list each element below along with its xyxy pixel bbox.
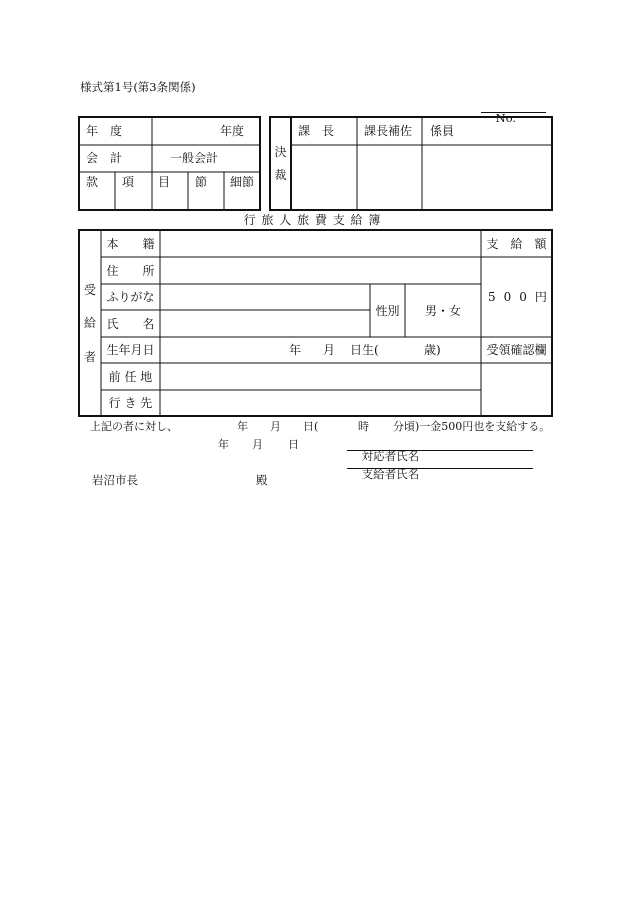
record-number-label: No.: [495, 110, 517, 125]
statement-rest: 分頃)一金500円也を支給する。: [393, 420, 551, 433]
birth-year-unit: 年: [289, 343, 302, 357]
statement-hour-unit: 時: [358, 420, 369, 433]
account-label: 会 計: [86, 151, 123, 165]
name-label: 氏 名: [106, 316, 155, 331]
honorific: 殿: [256, 473, 268, 487]
approval-label-char: 決: [274, 145, 287, 159]
recipient-side-label-char: 者: [83, 350, 96, 364]
statement-year-unit: 年: [237, 420, 248, 433]
date-month-unit: 月: [252, 438, 263, 451]
recipient-side-label-char: 受: [83, 283, 96, 297]
page-title: 行 旅 人 旅 費 支 給 簿: [243, 213, 381, 227]
domicile-label: 本 籍: [106, 236, 155, 251]
date-year-unit: 年: [218, 438, 229, 451]
approval-role-staff: 係員: [430, 124, 455, 138]
amount-value: 500円: [488, 290, 555, 304]
date-day-unit: 日: [288, 438, 299, 451]
age-unit: 歳): [424, 343, 441, 357]
amount-header: 支 給 額: [486, 236, 547, 251]
record-number-field: [481, 101, 546, 125]
receipt-confirmation-header: 受領確認欄: [486, 343, 547, 357]
classification-kou: 項: [122, 175, 135, 189]
birth-day-unit: 日生(: [350, 343, 379, 357]
handler-name-label: 対応者氏名: [361, 448, 420, 463]
statement-day-unit: 日(: [303, 420, 319, 433]
classification-kan: 款: [86, 175, 99, 189]
form-id: 様式第1号(第3条関係): [80, 80, 196, 94]
approval-role-assistant-chief: 課長補佐: [364, 124, 413, 138]
fiscal-year-suffix: 年度: [220, 124, 245, 138]
classification-setsu: 節: [195, 175, 208, 189]
approval-label-char: 裁: [274, 168, 287, 182]
fiscal-year-label: 年 度: [86, 124, 123, 138]
gender-options: 男・女: [424, 303, 461, 318]
address-label: 住 所: [106, 263, 155, 278]
handler-name-field: [347, 439, 533, 463]
payer-name-field: [347, 457, 533, 481]
gender-label: 性別: [375, 303, 400, 318]
previous-location-label: 前 任 地: [108, 369, 153, 384]
birth-month-unit: 月: [323, 343, 336, 357]
addressee: 岩沼市長: [92, 473, 138, 487]
account-value: 一般会計: [170, 151, 219, 165]
classification-saisetsu: 細節: [230, 175, 255, 189]
furigana-label: ふりがな: [106, 290, 155, 304]
statement-intro: 上記の者に対し、: [90, 420, 178, 433]
recipient-side-label-char: 給: [83, 316, 96, 330]
destination-label: 行 き 先: [108, 396, 153, 410]
classification-moku: 目: [158, 175, 171, 189]
payer-name-label: 支給者氏名: [361, 466, 420, 481]
birth-date-label: 生年月日: [106, 343, 155, 357]
statement-month-unit: 月: [270, 420, 281, 433]
approval-role-section-chief: 課 長: [298, 124, 335, 138]
